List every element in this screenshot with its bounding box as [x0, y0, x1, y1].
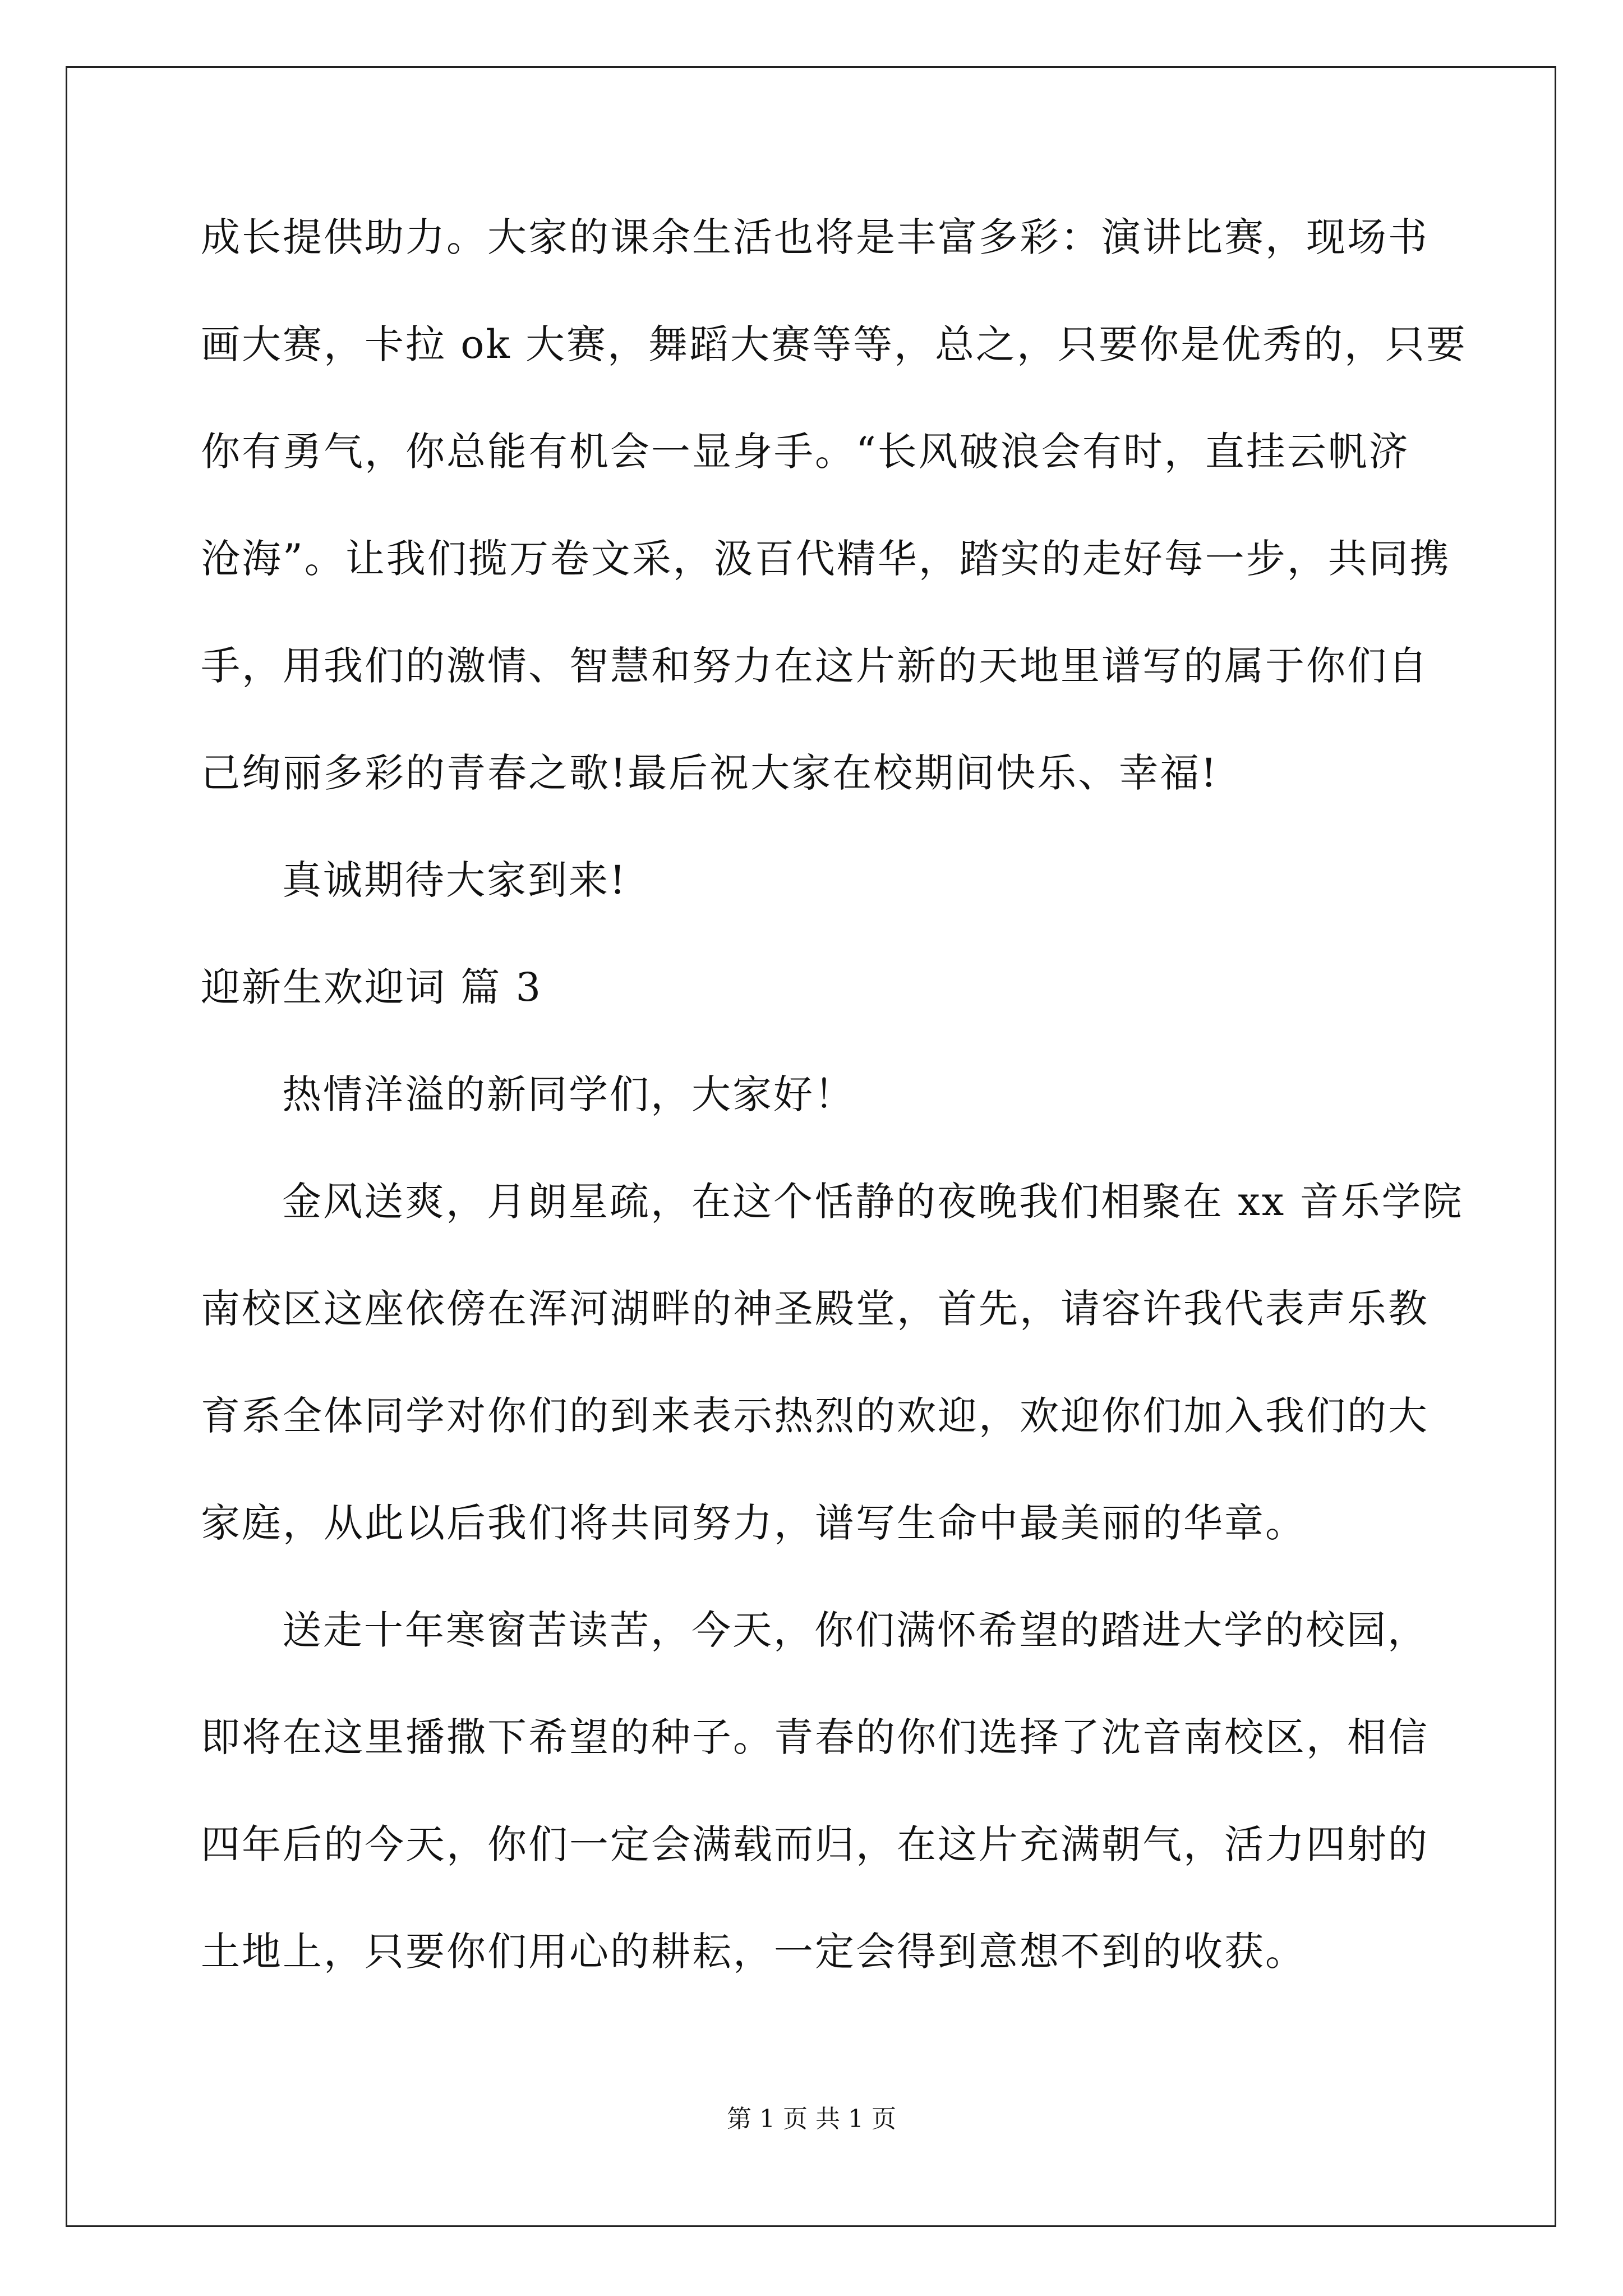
paragraph-line: 沧海”。让我们揽万卷文采，汲百代精华，踏实的走好每一步，共同携	[201, 536, 1451, 582]
paragraph-line: 即将在这里播撒下希望的种子。青春的你们选择了沈音南校区，相信	[201, 1714, 1429, 1760]
paragraph-line: 南校区这座依傍在浑河湖畔的神圣殿堂，首先，请容许我代表声乐教	[201, 1286, 1429, 1332]
paragraph-line: 家庭，从此以后我们将共同努力，谱写生命中最美丽的华章。	[201, 1500, 1306, 1546]
paragraph-line: 你有勇气，你总能有机会一显身手。“长风破浪会有时，直挂云帆济	[201, 429, 1410, 475]
paragraph-line: 育系全体同学对你们的到来表示热烈的欢迎，欢迎你们加入我们的大	[201, 1393, 1429, 1439]
page-footer: 第 1 页 共 1 页	[727, 2105, 896, 2133]
paragraph-line: 热情洋溢的新同学们，大家好！	[282, 1071, 855, 1117]
paragraph-line: 手，用我们的激情、智慧和努力在这片新的天地里谱写的属于你们自	[201, 643, 1429, 689]
paragraph-line: 土地上，只要你们用心的耕耘，一定会得到意想不到的收获。	[201, 1929, 1306, 1975]
paragraph-line: 四年后的今天，你们一定会满载而归，在这片充满朝气，活力四射的	[201, 1821, 1429, 1867]
paragraph-line: 送走十年寒窗苦读苦，今天，你们满怀希望的踏进大学的校园，	[282, 1607, 1428, 1653]
section-title: 迎新生欢迎词 篇 3	[201, 964, 543, 1010]
paragraph-line: 成长提供助力。大家的课余生活也将是丰富多彩：演讲比赛，现场书	[201, 214, 1429, 260]
paragraph-line: 金风送爽，月朗星疏，在这个恬静的夜晚我们相聚在 xx 音乐学院	[282, 1179, 1464, 1225]
paragraph-line: 己绚丽多彩的青春之歌!最后祝大家在校期间快乐、幸福!	[201, 750, 1219, 796]
paragraph-line: 真诚期待大家到来!	[282, 857, 628, 903]
paragraph-line: 画大赛，卡拉 ok 大赛，舞蹈大赛等等，总之，只要你是优秀的，只要	[201, 321, 1468, 367]
page-frame	[66, 66, 1556, 2227]
